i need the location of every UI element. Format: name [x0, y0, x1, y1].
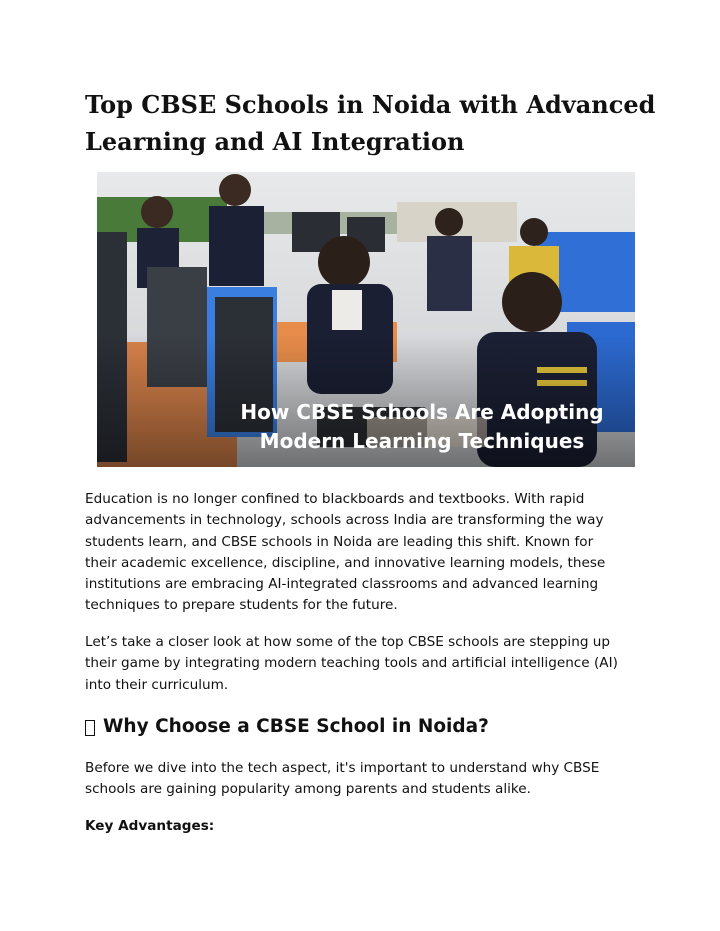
- paragraph-line: institutions are embracing AI-integrated classrooms and advanced learning: [85, 576, 599, 593]
- paragraph-line: schools are gaining popularity among parents and students alike.: [85, 781, 531, 798]
- key-advantages-label: Key Advantages:: [85, 818, 215, 834]
- classroom-photo: [97, 172, 635, 467]
- paragraph-line: their game by integrating modern teaching tools and artificial intelligence (AI): [85, 655, 618, 672]
- image-caption-line: How CBSE Schools Are Adopting: [240, 400, 604, 424]
- paragraph-line: techniques to prepare students for the future.: [85, 597, 398, 614]
- intro-paragraph: [85, 489, 645, 617]
- closer-look-paragraph: [85, 632, 645, 696]
- paragraph-line: Let’s take a closer look at how some of the top CBSE schools are stepping up: [85, 634, 611, 650]
- paragraph-line: Education is no longer confined to blackboards and textbooks. With rapid: [85, 491, 585, 507]
- missing-glyph-icon: [85, 720, 95, 736]
- why-cbse-paragraph: [85, 758, 645, 801]
- paragraph-line: advancements in technology, schools across India are transforming the way: [85, 512, 604, 529]
- section-heading-text: Why Choose a CBSE School in Noida?: [103, 716, 489, 737]
- paragraph-line: Before we dive into the tech aspect, it's important to understand why CBSE: [85, 760, 600, 776]
- section-heading: [85, 713, 645, 741]
- paragraph-line: students learn, and CBSE schools in Noida are leading this shift. Known for: [85, 533, 594, 550]
- image-caption-line: Modern Learning Techniques: [259, 429, 585, 453]
- paragraph-line: their academic excellence, discipline, and innovative learning models, these: [85, 554, 606, 571]
- article-title: [85, 86, 665, 160]
- title-line: Top CBSE Schools in Noida with Advanced: [85, 90, 656, 119]
- paragraph-line: into their curriculum.: [85, 676, 229, 693]
- title-line: Learning and AI Integration: [85, 127, 465, 156]
- hero-image: [97, 172, 635, 467]
